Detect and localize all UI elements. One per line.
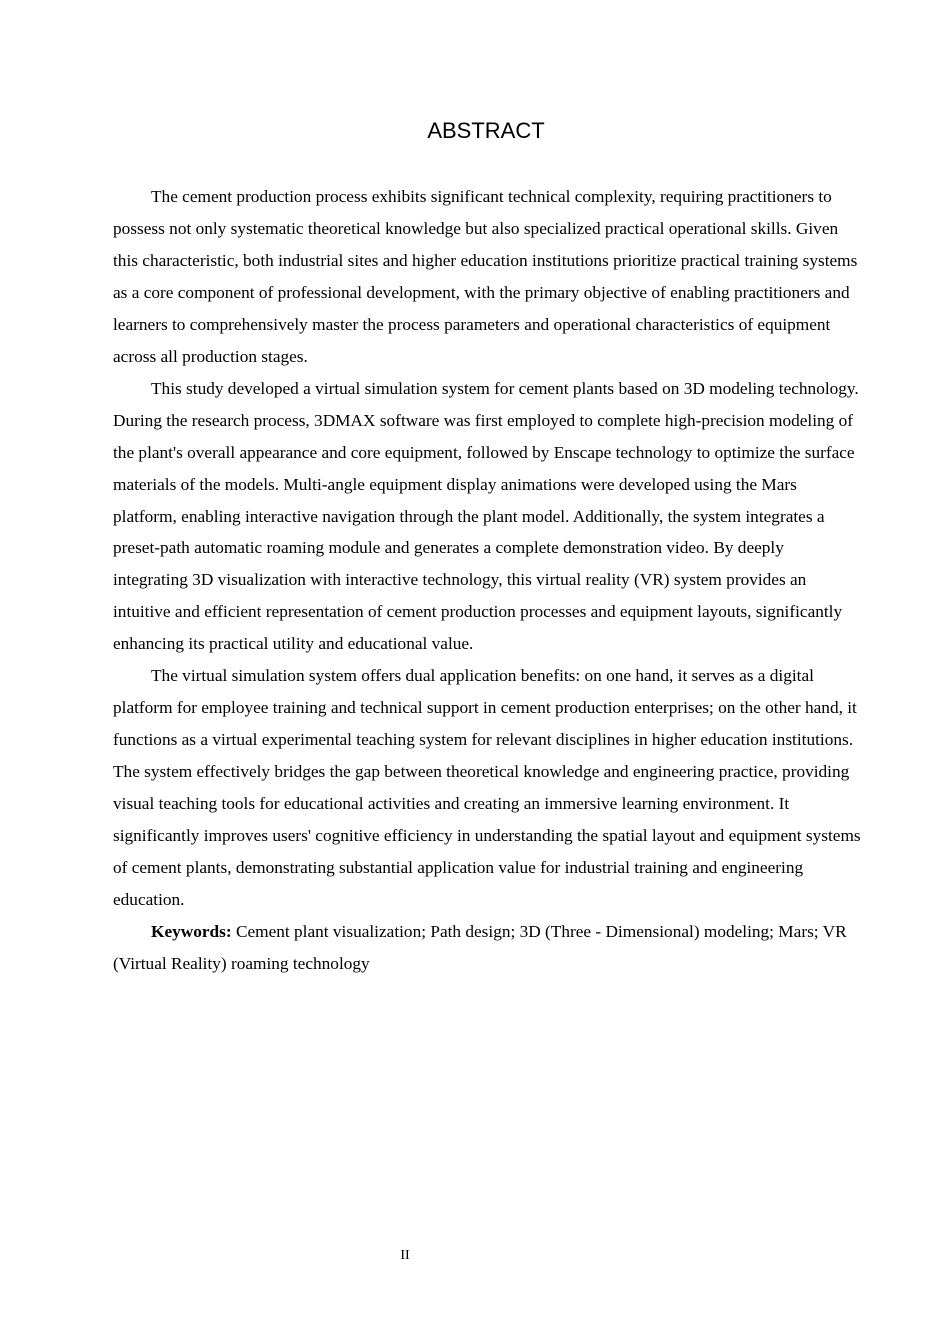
keywords-label: Keywords: <box>151 921 232 941</box>
abstract-paragraph-3: The virtual simulation system offers dual application benefits: on one hand, it serves as a digital platform for employee training and technical support in cement production enterprises; on the other hand, it functions as a virtual experimental teaching system for relevant disciplines in higher education institutions. The system effectively bridges the gap between theoretical knowledge and engineering practice, providing visual teaching tools for educational activities and creating an immersive learning environment. It significantly improves users' cognitive efficiency in understanding the spatial layout and equipment systems of cement plants, demonstrating substantial application value for industrial training and engineering education. <box>113 666 861 909</box>
abstract-paragraph-1: The cement production process exhibits significant technical complexity, requiring practitioners to possess not only systematic theoretical knowledge but also specialized practical operational skills. Given this characteristic, both industrial sites and higher education institutions prioritize practical training systems as a core component of professional development, with the primary objective of enabling practitioners and learners to comprehensively master the process parameters and operational characteristics of equipment across all production stages. <box>113 187 858 366</box>
page-number: II <box>400 1248 410 1263</box>
abstract-title: ABSTRACT <box>427 118 545 143</box>
abstract-body <box>113 181 862 980</box>
abstract-paragraph-2: This study developed a virtual simulation system for cement plants based on 3D modeling technology. During the research process, 3DMAX software was first employed to complete high-precision modeling of the plant's overall appearance and core equipment, followed by Enscape technology to optimize the surface materials of the models. Multi-angle equipment display animations were developed using the Mars platform, enabling interactive navigation through the plant model. Additionally, the system integrates a preset-path automatic roaming module and generates a complete demonstration video. By deeply integrating 3D visualization with interactive technology, this virtual reality (VR) system provides an intuitive and efficient representation of cement production processes and equipment layouts, significantly enhancing its practical utility and educational value. <box>113 378 859 654</box>
keywords-paragraph <box>113 916 862 980</box>
keywords-text: Cement plant visualization; Path design; 3D (Three - Dimensional) modeling; Mars; VR (Virtual Reality) roaming technology <box>113 921 847 973</box>
